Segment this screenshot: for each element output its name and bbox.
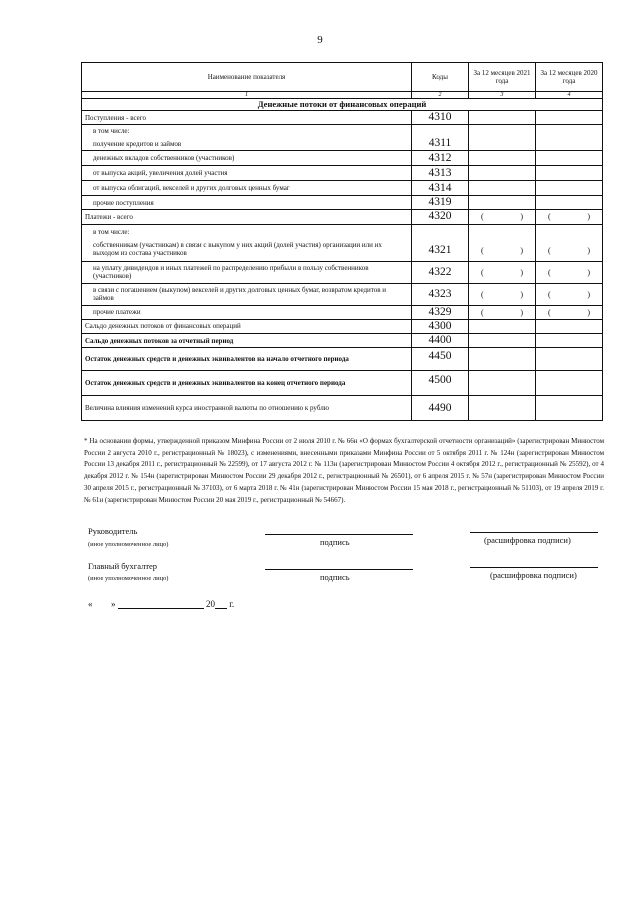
accountant-title: Главный бухгалтер [88, 561, 158, 571]
section-title: Денежные потоки от финансовых операций [82, 99, 603, 111]
row-label-cell [82, 166, 412, 181]
row-prefix: в том числе: [93, 228, 130, 237]
value-2020 [536, 348, 603, 371]
value-2021 [469, 261, 536, 283]
value-2021 [469, 224, 536, 261]
row-label: Остаток денежных средств и денежных эквивалентов на начало отчетного периода [82, 348, 412, 371]
table-row [82, 181, 603, 196]
table-row [82, 111, 603, 125]
value-2020 [536, 151, 603, 166]
date-year-suffix: г. [229, 599, 235, 609]
paren-open: ( [481, 267, 484, 277]
paren-open: ( [481, 289, 484, 299]
row-code: 4450 [412, 348, 469, 371]
paren-close: ) [520, 289, 523, 299]
value-2021 [469, 166, 536, 181]
paren-close: ) [520, 307, 523, 317]
value-2020 [536, 210, 603, 224]
column-index: 2 [412, 92, 469, 99]
date-month-blank[interactable] [118, 608, 204, 609]
paren-close: ) [587, 307, 590, 317]
table-row [82, 196, 603, 210]
value-2020 [536, 396, 603, 421]
value-2021 [469, 319, 536, 333]
paren-close: ) [520, 246, 523, 256]
table-row [82, 261, 603, 283]
table-row [82, 305, 603, 319]
date-year-blank[interactable] [215, 608, 227, 609]
head-decode-line [470, 532, 598, 533]
paren-open: ( [548, 307, 551, 317]
column-index: 3 [469, 92, 536, 99]
table-row [82, 151, 603, 166]
row-code: 4311 [412, 125, 469, 151]
section-title-row [82, 99, 603, 111]
accountant-signature-line [265, 569, 413, 570]
value-2021 [469, 210, 536, 224]
value-2020 [536, 166, 603, 181]
value-2020 [536, 196, 603, 210]
table-row [82, 348, 603, 371]
row-label: Платежи - всего [82, 210, 412, 224]
row-label: от выпуска облигаций, векселей и других долговых ценных бумаг [93, 184, 290, 193]
column-index-row [82, 92, 603, 99]
table-header-row [82, 63, 603, 92]
value-2020 [536, 371, 603, 396]
value-2020 [536, 283, 603, 305]
paren-open: ( [548, 212, 551, 222]
row-label: собственникам (участникам) в связи с выкупом у них акций (долей участия) организации или их выходом из состава участников [93, 241, 382, 258]
row-code: 4319 [412, 196, 469, 210]
row-label: прочие платежи [93, 308, 141, 317]
head-signature-label: подпись [320, 537, 350, 547]
table-row [82, 210, 603, 224]
row-label-cell [82, 181, 412, 196]
table-row [82, 283, 603, 305]
value-2021 [469, 151, 536, 166]
value-2021 [469, 283, 536, 305]
row-label: получение кредитов и займов [93, 140, 182, 149]
row-code: 4322 [412, 261, 469, 283]
row-label: Величина влияния изменений курса иностранной валюты по отношению к рублю [82, 396, 412, 421]
row-code: 4310 [412, 111, 469, 125]
value-2020 [536, 261, 603, 283]
paren-open: ( [548, 246, 551, 256]
row-label-cell [82, 283, 412, 305]
row-label: от выпуска акций, увеличения долей участия [93, 169, 228, 178]
value-2021 [469, 348, 536, 371]
header-period-2021: За 12 месяцев 2021 года [469, 63, 536, 92]
row-label-cell [82, 224, 412, 261]
row-code: 4329 [412, 305, 469, 319]
row-code: 4312 [412, 151, 469, 166]
table-row [82, 334, 603, 348]
row-label: Поступления - всего [82, 111, 412, 125]
date-line [88, 599, 234, 609]
paren-open: ( [481, 212, 484, 222]
value-2021 [469, 181, 536, 196]
value-2020 [536, 125, 603, 151]
row-code: 4400 [412, 334, 469, 348]
table-row [82, 319, 603, 333]
row-label-cell [82, 305, 412, 319]
row-label: в связи с погашением (выкупом) векселей и других долговых ценных бумаг, возвратом кредитов и займов [93, 286, 387, 303]
row-label: Сальдо денежных потоков за отчетный период [82, 334, 412, 348]
table-row [82, 396, 603, 421]
paren-close: ) [587, 289, 590, 299]
row-label: Остаток денежных средств и денежных эквивалентов на конец отчетного периода [82, 371, 412, 396]
row-code: 4314 [412, 181, 469, 196]
page-number: 9 [317, 34, 323, 46]
paren-close: ) [520, 267, 523, 277]
value-2021 [469, 371, 536, 396]
table-row [82, 371, 603, 396]
table-row [82, 125, 603, 151]
header-period-2020: За 12 месяцев 2020 года [536, 63, 603, 92]
table-row [82, 224, 603, 261]
value-2020 [536, 305, 603, 319]
value-2021 [469, 334, 536, 348]
value-2020 [536, 224, 603, 261]
head-subtitle: (иное уполномоченное лицо) [88, 541, 169, 548]
paren-close: ) [587, 212, 590, 222]
value-2021 [469, 125, 536, 151]
row-code: 4490 [412, 396, 469, 421]
value-2020 [536, 181, 603, 196]
footnote: * На основании формы, утвержденной приказом Минфина России от 2 июля 2010 г. № 66н «О формах бухгалтерской отчетности организаций» (зарегистрирован Минюстом России 2 августа 2010 г., регистрационный № 18023), с изменениями, внесенными приказами Минфина России от 5 октября 2011 г. № 124н (зарегистрирован Минюстом России 13 декабря 2011 г., регистрационный № 22599), от 17 августа 2012 г. № 113н (зарегистрирован Минюстом России 4 октября 2012 г., регистрационный № 25592), от 4 декабря 2012 г. № 154н (зарегистрирован Минюстом России 29 декабря 2012 г., регистрационный № 26501), от 6 апреля 2015 г. № 57н (зарегистрирован Минюстом России 30 апреля 2015 г., регистрационный № 37103), от 6 марта 2018 г. № 41н (зарегистрирован Минюстом России 15 мая 2018 г., регистрационный № 51103), от 19 апреля 2019 г. № 61н (зарегистрирован Минюстом России 20 мая 2019 г., регистрационный № 54667). [84, 437, 604, 504]
paren-open: ( [481, 246, 484, 256]
paren-open: ( [481, 307, 484, 317]
accountant-subtitle: (иное уполномоченное лицо) [88, 575, 169, 582]
column-index: 4 [536, 92, 603, 99]
accountant-signature-label: подпись [320, 572, 350, 582]
header-code: Коды [412, 63, 469, 92]
value-2021 [469, 396, 536, 421]
row-label-cell [82, 196, 412, 210]
head-decode-label: (расшифровка подписи) [484, 535, 571, 545]
paren-close: ) [520, 212, 523, 222]
row-label-cell [82, 261, 412, 283]
row-label: прочие поступления [93, 198, 154, 207]
row-label: денежных вкладов собственников (участников) [93, 154, 235, 163]
paren-close: ) [587, 246, 590, 256]
paren-open: ( [548, 289, 551, 299]
column-index: 1 [82, 92, 412, 99]
row-code: 4500 [412, 371, 469, 396]
row-code: 4320 [412, 210, 469, 224]
date-open-quote: « [88, 599, 93, 609]
row-code: 4323 [412, 283, 469, 305]
row-code: 4313 [412, 166, 469, 181]
table-row [82, 166, 603, 181]
paren-open: ( [548, 267, 551, 277]
header-name: Наименование показателя [82, 63, 412, 92]
row-label: Сальдо денежных потоков от финансовых операций [82, 319, 412, 333]
value-2021 [469, 305, 536, 319]
date-year-prefix: 20 [206, 599, 215, 609]
value-2020 [536, 334, 603, 348]
value-2020 [536, 111, 603, 125]
paren-close: ) [587, 267, 590, 277]
head-signature-line [265, 534, 413, 535]
value-2021 [469, 196, 536, 210]
cash-flow-table [81, 62, 603, 421]
row-code: 4300 [412, 319, 469, 333]
row-label-cell [82, 151, 412, 166]
value-2021 [469, 111, 536, 125]
row-label-cell [82, 125, 412, 151]
date-close-quote: » [111, 599, 116, 609]
row-code: 4321 [412, 224, 469, 261]
head-title: Руководитель [88, 526, 138, 536]
row-prefix: в том числе: [93, 127, 130, 136]
accountant-decode-line [470, 567, 598, 568]
row-label: на уплату дивидендов и иных платежей по распределению прибыли в пользу собственников (участников) [93, 264, 369, 281]
accountant-decode-label: (расшифровка подписи) [490, 570, 577, 580]
value-2020 [536, 319, 603, 333]
